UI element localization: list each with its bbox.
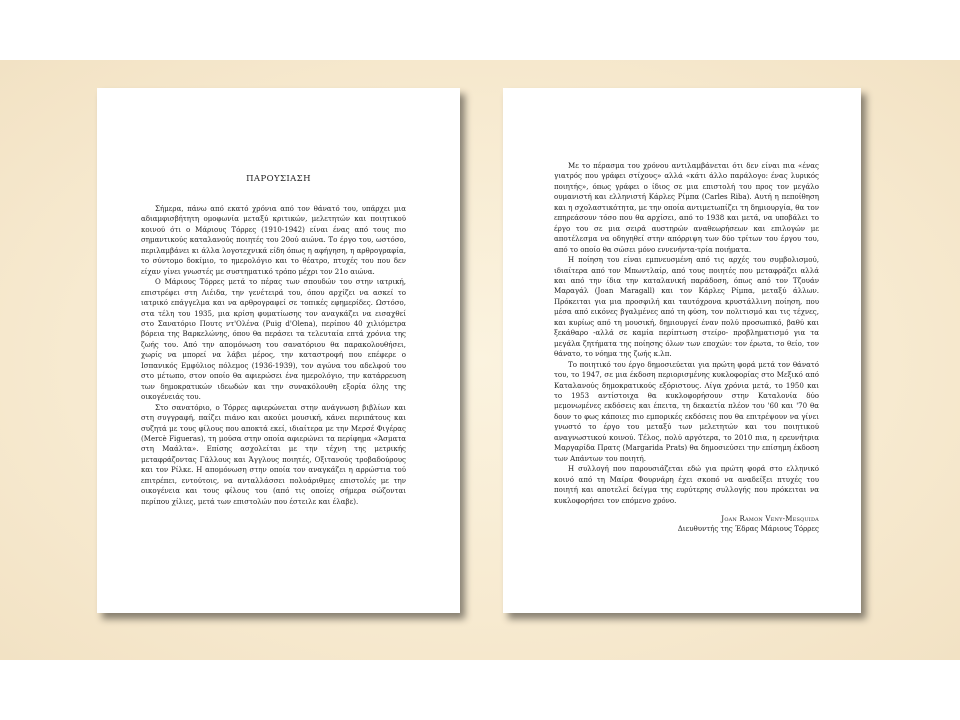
left-page <box>97 88 460 613</box>
signature-role: Διευθυντής της Έδρας Μάριους Τόρρες <box>677 524 819 534</box>
paragraph: Το ποιητικό του έργο δημοσιεύεται για πρώτη φορά μετά τον θάνατό του, το 1947, σε μια έκδοση περιορισμένης κυκλοφορίας στο Μεξικό από Καταλανούς δημοκρατικούς εξόριστους. Λίγα χρόνια μετά, το 1950 και το 1953 αντίστοιχα θα κυκλοφορήσουν στην Καταλονία δύο μεμονωμένες εκδόσεις και έπειτα, τη δεκαετία πλέον του '60 και '70 θα δουν το φως κάποιες πιο εμπορικές εκδόσεις που θα επιτρέψουν να γίνει γνωστό το έργο του μεταξύ των μελετητών και του ποιητικού αναγνωστικού κοινού. Τέλος, πολύ αργότερα, το 2010 πια, η ερευνήτρια Μαργαρίδα Πρατς (Margarida Prats) θα δημοσιεύσει την επίσημη έκδοση των Απάντων του ποιητή. <box>554 359 819 463</box>
right-page-body <box>554 161 819 535</box>
right-page <box>503 88 861 613</box>
page-title: ΠΑΡΟΥΣΙΑΣΗ <box>246 174 311 184</box>
paragraph: Στο σανατόριο, ο Τόρρες αφιερώνεται στην ανάγνωση βιβλίων και στη συγγραφή, παίζει πιάνο και ακούει μουσική, κάνει περιπάτους και συζητά με τους φίλους που αποκτά εκεί, ιδιαίτερα με την Μερσέ Φιγέρας (Mercè Figueras), τη μούσα στην οποία αφιερώνει τα περίφημα «Άσματα στη Μαάλτα». Επίσης ασχολείται με την τέχνη της μετρικής μεταφράζοντας Γάλλους και Άγγλους ποιητές, Οξιτανούς τροβαδούρους και τον Ρίλκε. Η απομόνωση στην οποία τον αναγκάζει η αρρώστια τού επιτρέπει, εντούτοις, να ανταλλάσσει πολυάριθμες επιστολές με την οικογένεια και τους φίλους του (από τις οποίες σήμερα σώζονται περίπου χίλιες, μετά των επιστολών που έστειλε και έλαβε). <box>141 402 406 506</box>
paragraph: Σήμερα, πάνω από εκατό χρόνια από τον θάνατό του, υπάρχει μια αδιαμφισβήτητη ομοφωνία μεταξύ κριτικών, μελετητών και ποιητικού κοινού ότι ο Μάριους Τόρρες (1910-1942) είναι ένας από τους πιο σημαντικούς καταλανούς ποιητές του 20ού αιώνα. Το έργο του, ωστόσο, περιλαμβάνει κι άλλα λογοτεχνικά είδη όπως η αφήγηση, η αρθρογραφία, το σύντομο δοκίμιο, το ημερολόγιο και το θέατρο, πτυχές του που δεν είχαν γίνει γνωστές με συστηματικό τρόπο μέχρι τον 21ο αιώνα. <box>141 204 406 276</box>
left-page-body <box>141 204 406 507</box>
paragraph: Με το πέρασμα του χρόνου αντιλαμβάνεται ότι δεν είναι πια «ένας γιατρός που γράφει στίχους» αλλά «κάτι άλλο παράλογο: ένας λυρικός ποιητής», όπως γράφει ο ίδιος σε μια επιστολή του προς τον μεγάλο ουμανιστή και ελληνιστή Κάρλες Ρίμπα (Carles Riba). Αυτή η πεποίθηση και η σχολαστικότητα, με την οποία αντιμετωπίζει τη δημιουργία, θα τον επηρεάσουν τόσο που θα αρχίσει, από το 1938 και μετά, να υποβάλει το έργο του σε μια σειρά αυστηρών αναθεωρήσεων και επιλογών με αποτέλεσμα να οδηγηθεί στην απόρριψη των δύο τρίτων του έργου του, από το οποίο θα σώσει μόνο εννενήντα-τρία ποιήματα. <box>554 161 819 254</box>
paragraph: Η ποίηση του είναι εμπνευσμένη από τις αρχές του συμβολισμού, ιδιαίτερα από τον Μπωντλαίρ, από τους ποιητές που μεταφράζει αλλά και από την ίδια την καταλανική παράδοση, όπως από τον Τζουάν Μαραγάλ (Joan Maragall) και τον Κάρλες Ρίμπα, μεταξύ άλλων. Πρόκειται για μια προσφιλή και ταυτόχρονα κρυστάλλινη ποίηση, που μέσα από εικόνες βγαλμένες από τη φύση, τον πολιτισμό και τις τέχνες, και κυρίως από τη μουσική, δημιουργεί έναν πολύ προσωπικό, βαθύ και ξεκάθαρο -αλλά σε καμία περίπτωση στείρο- προβληματισμό για τα μεγάλα ζητήματα της ποίησης όλων των εποχών: τον έρωτα, το θείο, τον θάνατο, το νόημα της ζωής κ.λπ. <box>554 255 819 359</box>
signature-block <box>554 514 819 535</box>
paragraph: Ο Μάριους Τόρρες μετά το πέρας των σπουδών του στην ιατρική, επιστρέφει στη Λιέιδα, την γενέτειρά του, όπου αρχίζει να ασκεί το ιατρικό επάγγελμα και να αρθρογραφεί σε τοπικές εφημερίδες. Ωστόσο, στα τέλη του 1935, μια κρίση φυματίωσης τον αναγκάζει να εισαχθεί στο Σανατόριο Πουτς ντ'Ολένα (Puig d'Olena), περίπου 40 χιλιόμετρα βόρεια της Βαρκελώνης, όπου θα περάσει τα τελευταία επτά χρόνια της ζωής του. Από την απομόνωση του σανατόριου θα παρακολουθήσει, χωρίς να μπορεί να λάβει μέρος, την καταστροφή που επέφερε ο Ισπανικός Εμφύλιος πόλεμος (1936-1939), τον αγώνα του αδελφού του στο μέτωπο, στον οποίο θα αφιερώσει ένα ημερολόγιο, την κατάρρευση των δημοκρατικών ιδεωδών και την συνακόλουθη εξορία όλης της οικογένειάς του. <box>141 277 406 402</box>
paragraph: Η συλλογή που παρουσιάζεται εδώ για πρώτη φορά στο ελληνικό κοινό από τη Μαίρα Φουρνάρη έχει σκοπό να αναδείξει πτυχές του ποιητή και αποτελεί δείγμα της ευρύτερης συλλογής που πρόκειται να κυκλοφορήσει τον επόμενο χρόνο. <box>554 464 819 505</box>
signature-name: Joan Ramon Veny-Mesquida <box>721 513 819 523</box>
